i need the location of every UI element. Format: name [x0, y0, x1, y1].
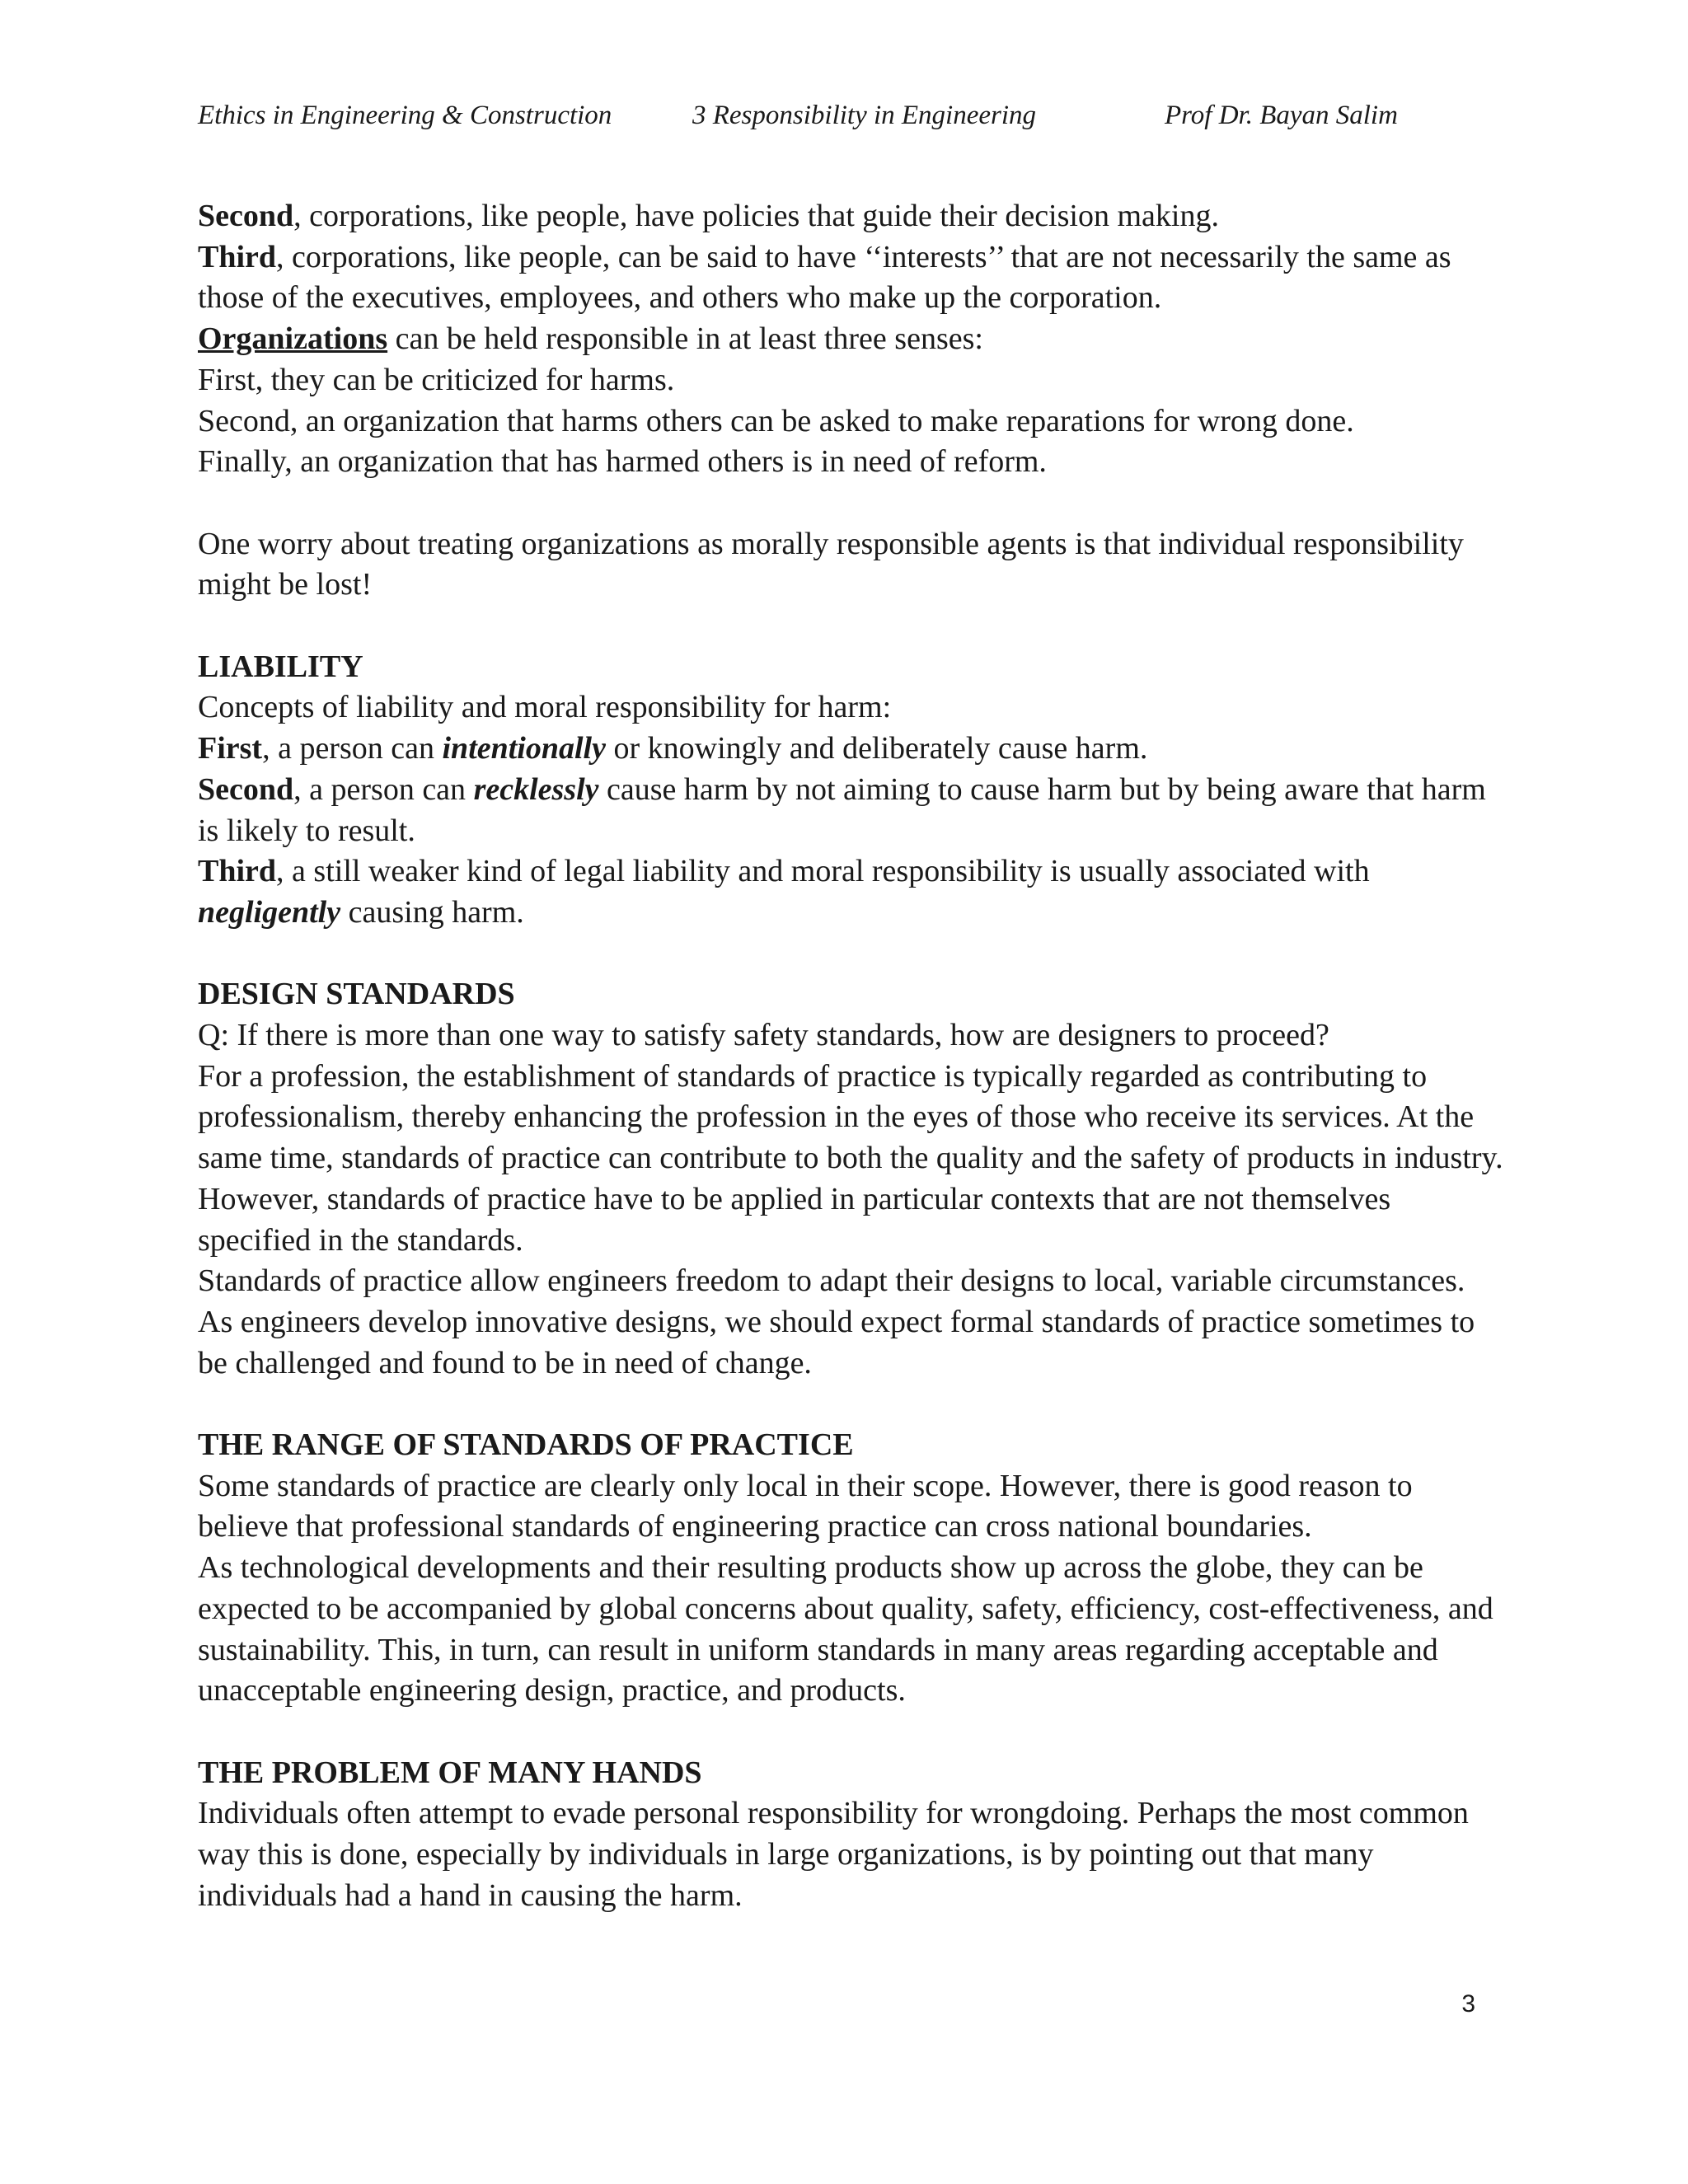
paragraph	[198, 770, 1508, 851]
paragraph: As engineers develop innovative designs, we should expect formal standards of practice sometimes to be challenged and found to be in need of change.	[198, 1304, 1475, 1380]
paragraph: Some standards of practice are clearly only local in their scope. However, there is good reason to believe that professional standards of engineering practice can cross national boundaries.	[198, 1468, 1413, 1544]
spacer	[198, 1384, 1508, 1425]
paragraph	[198, 851, 1508, 933]
bold-lead: Third	[198, 239, 277, 274]
spacer	[198, 1712, 1508, 1753]
emphasis: intentionally	[442, 731, 606, 766]
text: , corporations, like people, have policies that guide their decision making.	[293, 199, 1219, 233]
bold-lead: Third	[198, 854, 277, 889]
paragraph	[198, 319, 1508, 360]
section-heading: LIABILITY	[198, 649, 363, 684]
bold-lead: Second	[198, 199, 294, 233]
paragraph: One worry about treating organizations as morally responsible agents is that individual responsibility might be lost!	[198, 526, 1464, 602]
text: , a still weaker kind of legal liability and moral responsibility is usually associated with	[276, 854, 1370, 889]
text: , corporations, like people, can be said to have ‘‘interests’’ that are not necessarily the same as those of the executives, employees, and others who make up the corporation.	[198, 239, 1451, 316]
liability-section	[198, 647, 1508, 934]
paragraph	[198, 237, 1508, 319]
paragraph: Concepts of liability and moral responsibility for harm:	[198, 690, 892, 725]
spacer	[198, 934, 1508, 975]
document-body	[198, 196, 1508, 1916]
paragraph: Second, an organization that harms others can be asked to make reparations for wrong done.	[198, 403, 1354, 438]
text: causing harm.	[340, 894, 524, 930]
bold-lead: First	[198, 731, 263, 766]
paragraph: Q: If there is more than one way to satisfy safety standards, how are designers to proceed?	[198, 1018, 1329, 1053]
section-heading: THE PROBLEM OF MANY HANDS	[198, 1755, 702, 1790]
paragraph: Individuals often attempt to evade personal responsibility for wrongdoing. Perhaps the most common way this is done, especially by individuals in large organizations, is by pointing out that many individuals had a hand in causing the harm.	[198, 1796, 1469, 1913]
range-section	[198, 1425, 1508, 1712]
paragraph: Finally, an organization that has harmed others is in need of reform.	[198, 444, 1047, 480]
paragraph	[198, 729, 1508, 770]
header-chapter-title: 3 Responsibility in Engineering	[692, 101, 1037, 130]
section-heading: THE RANGE OF STANDARDS OF PRACTICE	[198, 1427, 854, 1463]
header-author: Prof Dr. Bayan Salim	[1165, 101, 1398, 130]
text: , a person can	[262, 731, 443, 766]
emphasis: negligently	[198, 894, 341, 930]
many-hands-section	[198, 1753, 1508, 1917]
underlined-term: Organizations	[198, 321, 388, 357]
paragraph: As technological developments and their resulting products show up across the globe, they can be expected to be accompanied by global concerns about quality, safety, efficiency, cost-effectiveness, and sustainability. This, in turn, can result in uniform standards in many areas regarding acceptable and unacceptable engineering design, practice, and products.	[198, 1550, 1493, 1708]
section-heading: DESIGN STANDARDS	[198, 977, 515, 1012]
paragraph: First, they can be criticized for harms.	[198, 362, 675, 397]
emphasis: recklessly	[473, 771, 599, 807]
design-standards-section	[198, 974, 1508, 1384]
bold-lead: Second	[198, 771, 294, 807]
organizations-section	[198, 196, 1508, 606]
page-number: 3	[1461, 1990, 1475, 2018]
page-header	[198, 97, 1484, 134]
paragraph: Standards of practice allow engineers freedom to adapt their designs to local, variable circumstances.	[198, 1263, 1465, 1299]
text: can be held responsible in at least three senses:	[387, 321, 983, 357]
header-course-title: Ethics in Engineering & Construction	[198, 101, 612, 130]
paragraph: For a profession, the establishment of standards of practice is typically regarded as contributing to professionalism, thereby enhancing the profession in the eyes of those who receive its services. At the same time, standards of practice can contribute to both the quality and the safety of products in industry. However, standards of practice have to be applied in particular contexts that are not themselves specified in the standards.	[198, 1058, 1503, 1258]
text: cause harm by not aiming to cause harm but by being aware that harm is likely to result.	[198, 771, 1486, 848]
text: , a person can	[293, 771, 474, 807]
paragraph	[198, 196, 1508, 237]
spacer	[198, 483, 1508, 524]
spacer	[198, 606, 1508, 647]
text: or knowingly and deliberately cause harm.	[605, 731, 1148, 766]
